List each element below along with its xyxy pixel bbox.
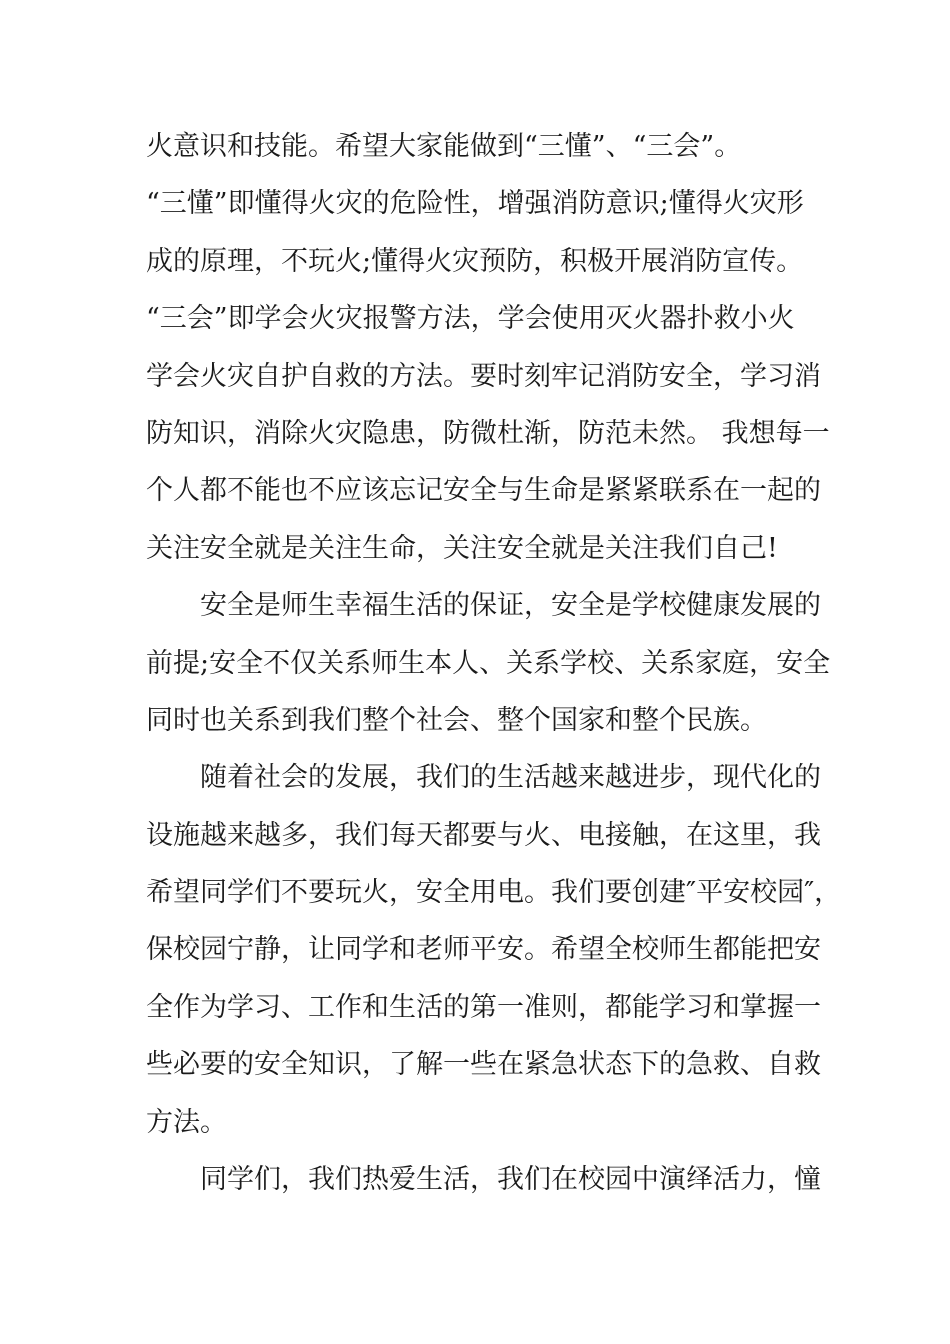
text-line: 火意识和技能。希望大家能做到“三懂”、“三会”。 bbox=[146, 131, 742, 162]
text-line: 个人都不能也不应该忘记安全与生命是紧紧联系在一起的 bbox=[146, 475, 821, 507]
text-line: 成的原理，不玩火;懂得火灾预防，积极开展消防宣传。 bbox=[146, 245, 804, 277]
paragraph-start-line: 同学们，我们热爱生活，我们在校园中演绎活力，憧 bbox=[200, 1164, 821, 1196]
text-line: 方法。 bbox=[146, 1106, 227, 1138]
text-line: 保校园宁静，让同学和老师平安。希望全校师生都能把安 bbox=[146, 934, 821, 966]
text-line: 关注安全就是关注生命，关注安全就是关注我们自己! bbox=[146, 532, 778, 564]
text-line: 全作为学习、工作和生活的第一准则，都能学习和掌握一 bbox=[146, 991, 821, 1023]
text-line: 希望同学们不要玩火，安全用电。我们要创建″平安校园″， bbox=[146, 877, 842, 909]
text-line: 防知识，消除火灾隐患，防微杜渐，防范未然。 我想每一 bbox=[146, 417, 830, 449]
paragraph-start-line: 安全是师生幸福生活的保证，安全是学校健康发展的 bbox=[200, 590, 821, 622]
paragraph-start-line: 随着社会的发展，我们的生活越来越进步，现代化的 bbox=[200, 762, 821, 794]
text-line: “三懂”即懂得火灾的危险性，增强消防意识;懂得火灾形 bbox=[146, 188, 804, 220]
text-line: 同时也关系到我们整个社会、整个国家和整个民族。 bbox=[146, 704, 767, 736]
text-line: 学会火灾自护自救的方法。要时刻牢记消防安全，学习消 bbox=[146, 360, 821, 392]
text-line: 些必要的安全知识，了解一些在紧急状态下的急救、自救 bbox=[146, 1049, 821, 1081]
body-text bbox=[146, 118, 842, 1208]
text-line: 设施越来越多，我们每天都要与火、电接触，在这里，我 bbox=[146, 819, 821, 851]
text-line: “三会”即学会火灾报警方法，学会使用灭火器扑救小火 bbox=[146, 303, 795, 335]
text-line: 前提;安全不仅关系师生本人、关系学校、关系家庭，安全 bbox=[146, 647, 831, 679]
